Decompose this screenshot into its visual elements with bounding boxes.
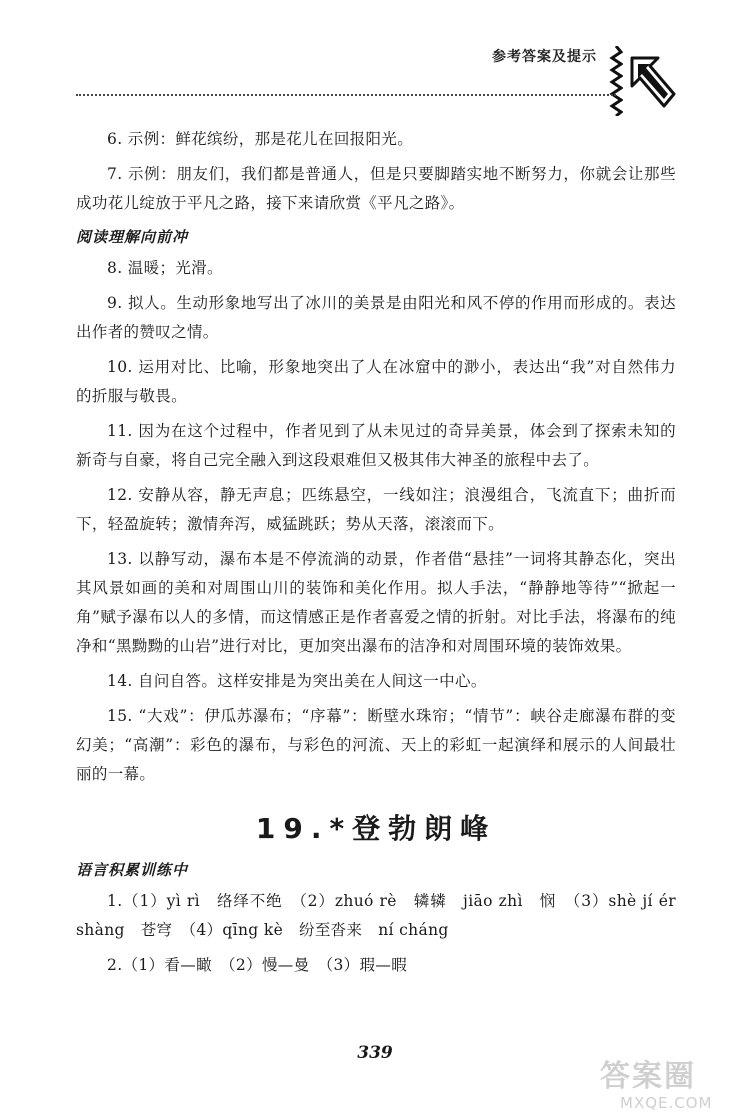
answer-item: 8. 温暖；光滑。 bbox=[107, 259, 223, 277]
header-dotted-divider bbox=[76, 94, 616, 96]
watermark-logo-text: 答案圈 bbox=[600, 1059, 696, 1094]
answer-item: 2.（1）看—瞰 （2）慢—曼 （3）瑕—暇 bbox=[107, 956, 408, 974]
section-heading-reading: 阅读理解向前冲 bbox=[76, 228, 189, 246]
answer-item: 15. “大戏”：伊瓜苏瀑布；“序幕”：断壁水珠帘；“情节”：峡谷走廊瀑布群的变幻美；“高潮”：彩色的瀑布，与彩色的河流、天上的彩虹一起演绎和展示的人间最壮丽的一幕。 bbox=[76, 707, 676, 783]
answer-item: 14. 自问自答。这样安排是为突出美在人间这一中心。 bbox=[107, 672, 487, 690]
watermark bbox=[600, 1060, 750, 1120]
answer-item: 10. 运用对比、比喻，形象地突出了人在冰窟中的渺小，表达出“我”对自然伟力的折服与敬畏。 bbox=[76, 358, 676, 405]
section-heading-language: 语言积累训练中 bbox=[76, 861, 189, 879]
answer-item: 12. 安静从容，静无声息；匹练悬空，一线如注；浪漫组合，飞流直下；曲折而下，轻盈旋转；激情奔泻，威猛跳跃；势从天落，滚滚而下。 bbox=[76, 486, 676, 533]
header-title: 参考答案及提示 bbox=[492, 49, 597, 65]
watermark-url: MXQE.COM bbox=[620, 1094, 713, 1112]
arrow-up-left-icon bbox=[628, 54, 678, 112]
answer-content bbox=[76, 125, 676, 986]
answer-item: 13. 以静写动，瀑布本是不停流淌的动景，作者借“悬挂”一词将其静态化，突出其风景如画的美和对周围山川的装饰和美化作用。拟人手法，“静静地等待”“掀起一角”赋予瀑布以人的多情，而这情感正是作者喜爱之情的折射。对比手法，将瀑布的纯净和“黑黝黝的山岩”进行对比，更加突出瀑布的洁净和对周围环境的装饰效果。 bbox=[76, 550, 676, 655]
answer-item: 7. 示例：朋友们，我们都是普通人，但是只要脚踏实地不断努力，你就会让那些成功花儿绽放于平凡之路，接下来请欣赏《平凡之路》。 bbox=[76, 165, 676, 212]
lesson-title: 19.*登勃朗峰 bbox=[255, 812, 497, 845]
page-number: 339 bbox=[357, 1043, 393, 1063]
zigzag-border-icon bbox=[609, 46, 623, 116]
answer-item: 6. 示例：鲜花缤纷，那是花儿在回报阳光。 bbox=[107, 130, 414, 148]
answer-item: 1.（1）yì rì 络绎不绝 （2）zhuó rè 辚辚 jiāo zhì 悯 （3）shè jí ér shàng 苍穹 （4）qīng kè 纷至沓来 ní cháng bbox=[76, 892, 676, 939]
answer-item: 11. 因为在这个过程中，作者见到了从未见过的奇异美景，体会到了探索未知的新奇与自豪，将自己完全融入到这段艰难但又极其伟大神圣的旅程中去了。 bbox=[76, 422, 676, 469]
answer-item: 9. 拟人。生动形象地写出了冰川的美景是由阳光和风不停的作用而形成的。表达出作者的赞叹之情。 bbox=[76, 294, 676, 341]
